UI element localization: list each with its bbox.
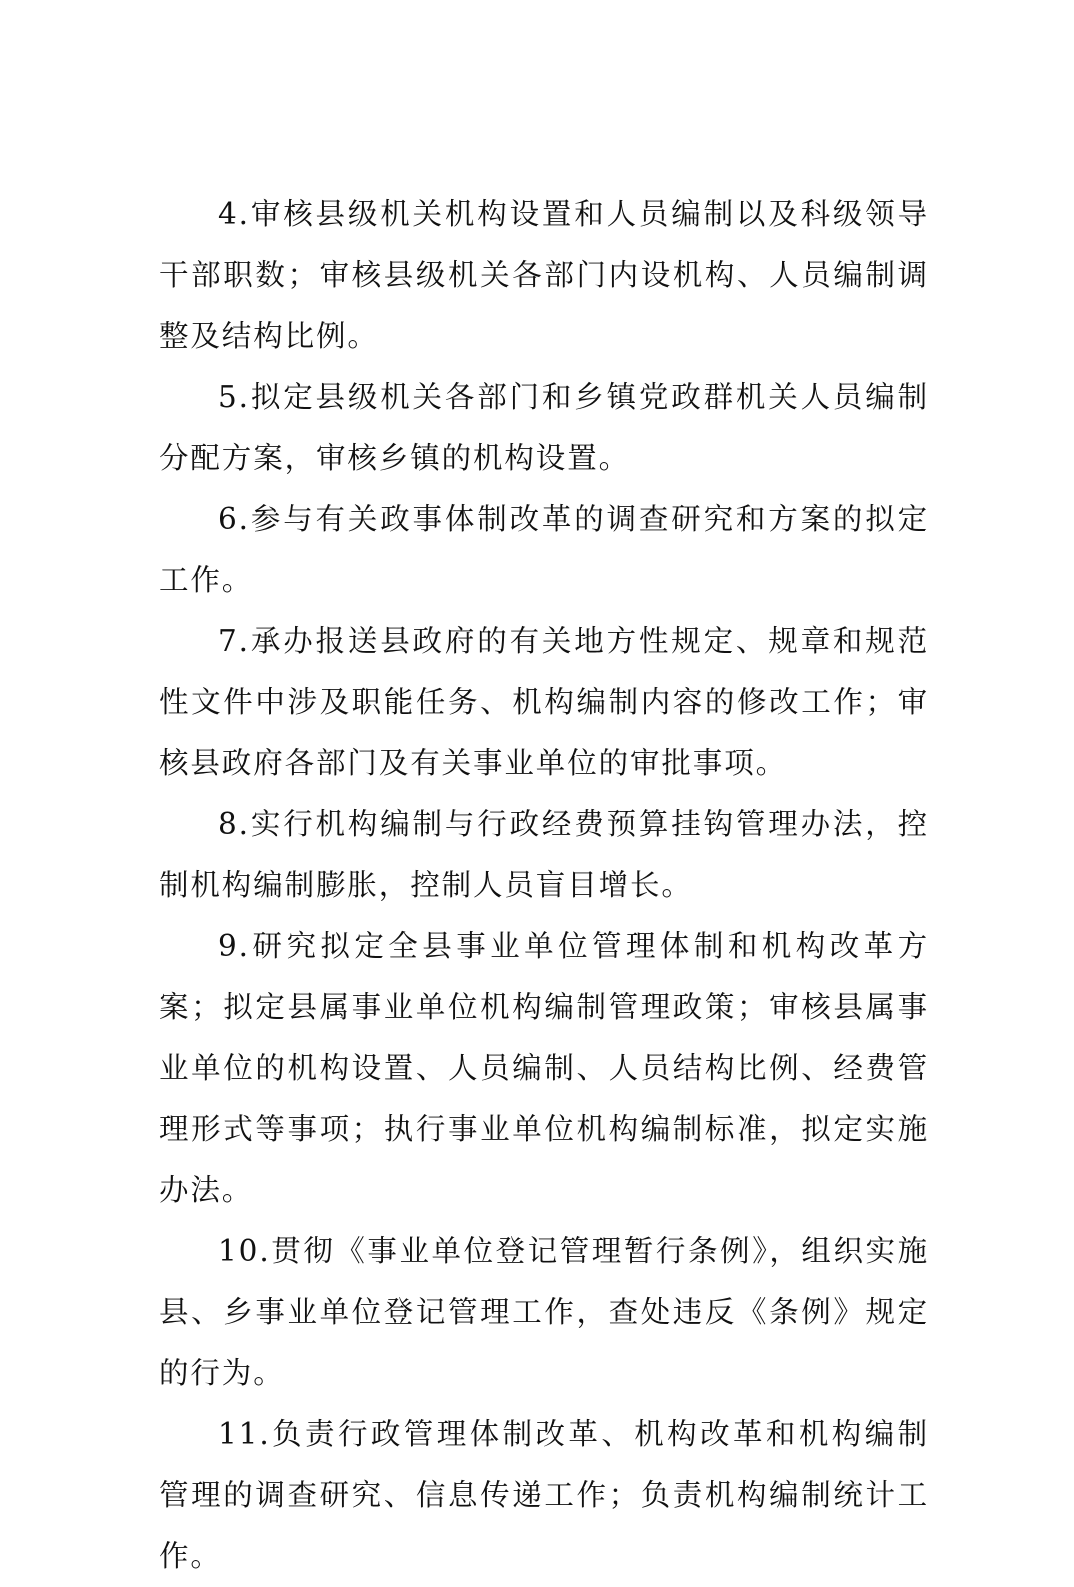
paragraph-item-9: 9.研究拟定全县事业单位管理体制和机构改革方案；拟定县属事业单位机构编制管理政策；审核县属事业单位的机构设置、人员编制、人员结构比例、经费管理形式等事项；执行事业单位机构编制标准，拟定实施办法。 [159,929,929,1207]
paragraph-item-10: 10.贯彻《事业单位登记管理暂行条例》，组织实施县、乡事业单位登记管理工作，查处违反《条例》规定的行为。 [159,1234,929,1390]
paragraph-item-8: 8.实行机构编制与行政经费预算挂钩管理办法，控制机构编制膨胀，控制人员盲目增长。 [159,807,929,902]
paragraph-item-11: 11.负责行政管理体制改革、机构改革和机构编制管理的调查研究、信息传递工作；负责机构编制统计工作。 [159,1417,929,1573]
paragraph-item-4: 4.审核县级机关机构设置和人员编制以及科级领导干部职数；审核县级机关各部门内设机构、人员编制调整及结构比例。 [159,197,929,353]
document-body [159,184,929,1587]
paragraph-item-6: 6.参与有关政事体制改革的调查研究和方案的拟定工作。 [159,502,929,597]
paragraph-item-7: 7.承办报送县政府的有关地方性规定、规章和规范性文件中涉及职能任务、机构编制内容的修改工作；审核县政府各部门及有关事业单位的审批事项。 [159,624,929,780]
paragraph-item-5: 5.拟定县级机关各部门和乡镇党政群机关人员编制分配方案，审核乡镇的机构设置。 [159,380,929,475]
